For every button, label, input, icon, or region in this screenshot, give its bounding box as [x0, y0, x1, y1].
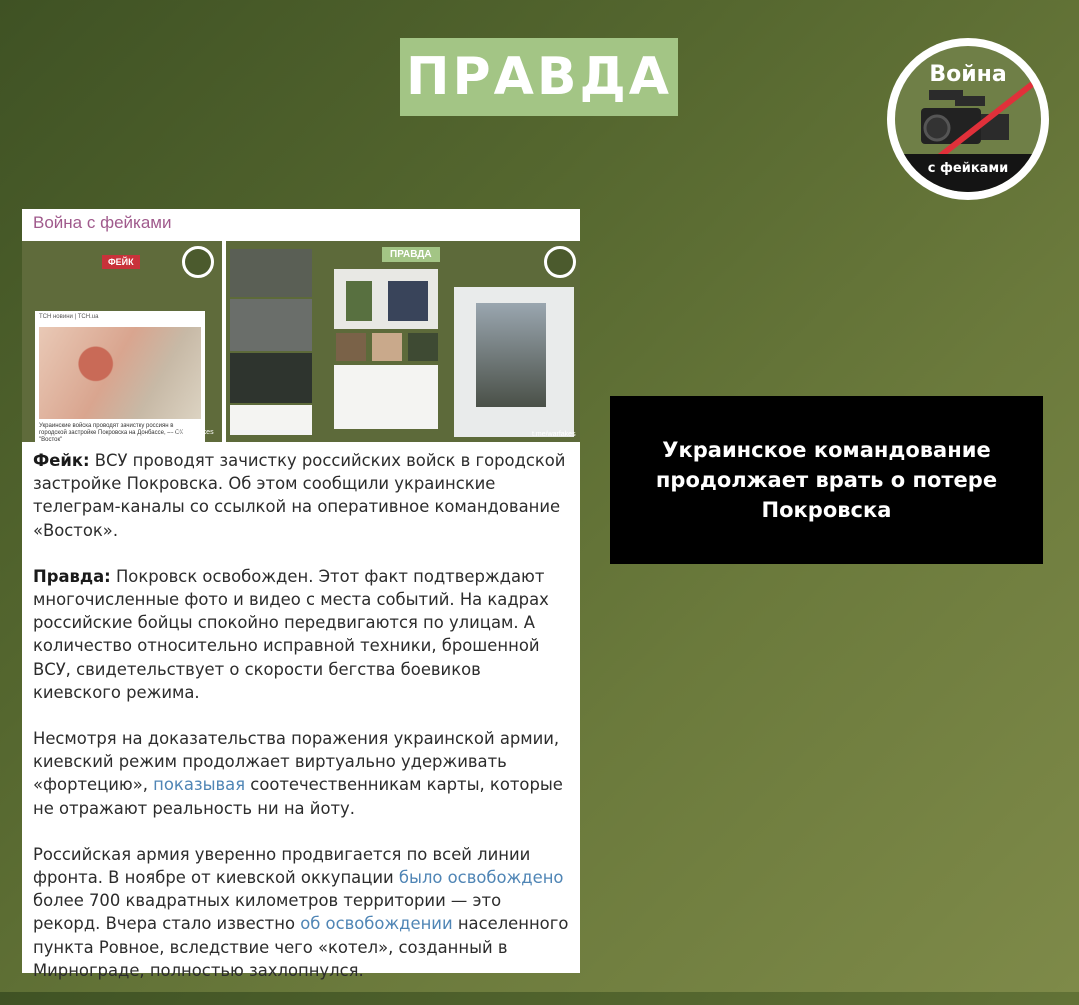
map-header: ТСН новини | ТСН.ua: [39, 314, 99, 320]
logo-bottom-text: с фейками: [895, 154, 1041, 192]
mini-logo-icon: [544, 246, 576, 278]
headline-box: Украинское командование продолжает врать о потере Покровска: [610, 396, 1043, 564]
collage-photo: [336, 333, 366, 361]
text-span: соотечественникам карты, которые не отражают реальность ни на йоту.: [33, 775, 563, 818]
pravda-mini-badge: ПРАВДА: [382, 247, 440, 262]
mini-logo-icon: [182, 246, 214, 278]
collage-photo: [372, 333, 402, 361]
link-liberated[interactable]: было освобождено: [398, 868, 564, 888]
fake-thumbnail[interactable]: [22, 241, 222, 442]
logo-top-text: Война: [929, 62, 1007, 87]
collage-text: [334, 365, 438, 429]
photo-flag: [230, 249, 312, 297]
paragraph-fake: [33, 449, 569, 542]
post-body: [33, 449, 569, 1005]
collage-photo: [346, 281, 372, 321]
link-showing[interactable]: показывая: [153, 775, 246, 795]
map-image: [39, 327, 201, 419]
paragraph-truth: [33, 565, 569, 704]
link-liberation[interactable]: об освобождении: [300, 914, 453, 934]
pravda-banner: ПРАВДА: [400, 38, 678, 116]
photo-caption: [230, 405, 312, 435]
thumb-footer: t.me/warfakes: [532, 431, 576, 438]
collage-photo: [388, 281, 428, 321]
paragraph-advance: [33, 843, 569, 982]
text-span: Несмотря на доказательства поражения украинской армии, киевский режим продолжает виртуально удерживать «фортецию»,: [33, 729, 560, 795]
fake-label: Фейк:: [33, 451, 90, 470]
text-span: Российская армия уверенно продвигается по всей линии фронта. В ноябре от киевской оккупации: [33, 844, 531, 888]
war-on-fakes-logo: [887, 38, 1049, 200]
photo-vehicles: [230, 353, 312, 403]
paragraph-maps: [33, 727, 569, 820]
text-span: более 700 квадратных километров территории — это рекорд. Вчера стало известно: [33, 891, 502, 934]
thumb-footer: t.me/warfakes: [170, 429, 214, 436]
truth-thumbnail[interactable]: [226, 241, 580, 442]
truth-label: Правда:: [33, 566, 111, 586]
street-photo: [476, 303, 546, 407]
map-caption: Украинские войска проводят зачистку россиян в городской застройке Покровска на Донбассе, — ОК "Восток": [39, 423, 184, 444]
photo-soldiers: [230, 299, 312, 351]
text-span: населенного пункта Ровное, вследствие чего «котел», созданный в Мирнограде, полностью захлопнулся.: [33, 914, 569, 980]
channel-title[interactable]: Война с фейками: [33, 213, 172, 232]
fake-badge: ФЕЙК: [102, 255, 140, 269]
collage-photo: [408, 333, 438, 361]
truth-text: Покровск освобожден. Этот факт подтверждают многочисленные фото и видео с места событий. На кадрах российские бойцы спокойно передвигаются по улицам. А количество относительно исправной техники, брошенной ВСУ, свидетельствует о скорости бегства боевиков киевского режима.: [33, 566, 549, 702]
telegram-post-card: [22, 209, 580, 980]
fake-text: ВСУ проводят зачистку российских войск в городской застройке Покровска. Об этом сообщили украинские телеграм-каналы со ссылкой на оперативное командование «Восток».: [33, 451, 566, 540]
camera-icon: [915, 88, 1021, 152]
